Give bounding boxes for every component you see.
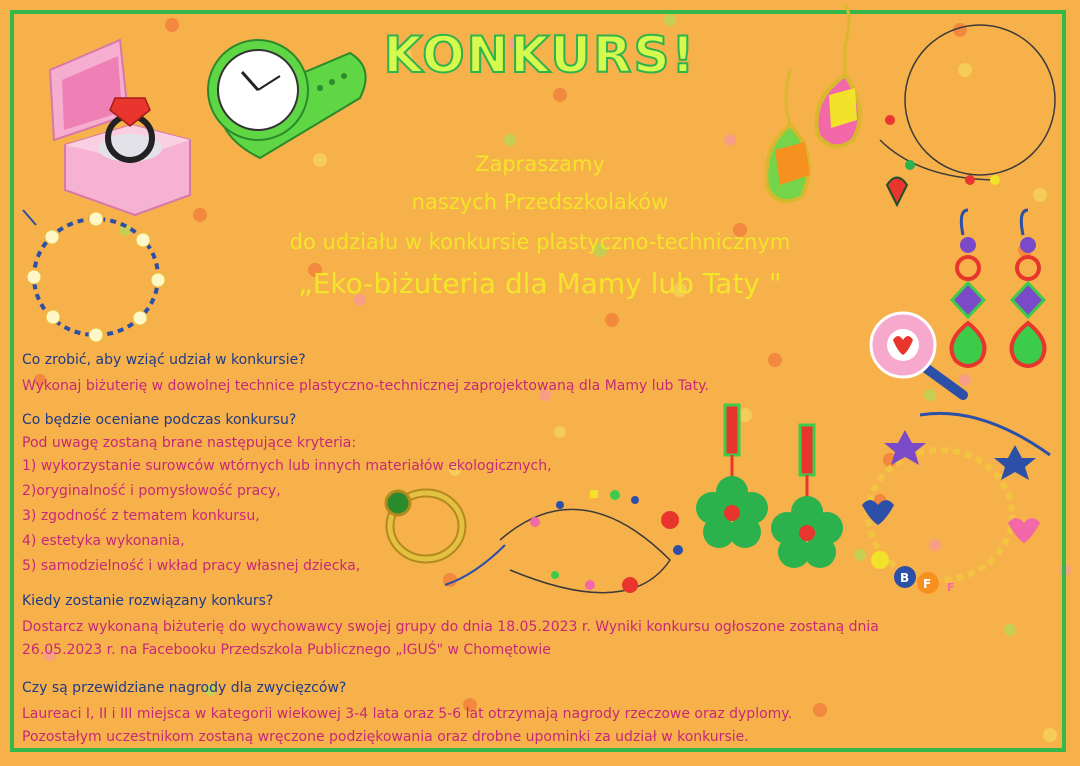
flower-earrings-icon (690, 400, 850, 575)
criteria-item: 4) estetyka wykonania, (22, 533, 185, 549)
invite-line-2: naszych Przedszkolaków (411, 190, 669, 214)
criteria-item: 3) zgodność z tematem konkursu, (22, 508, 260, 524)
answer-when-resolved-line-2: 26.05.2023 r. na Facebooku Przedszkola Publicznego „IGUŚ" w Chomętowie (22, 642, 551, 658)
bracelet-icon (18, 205, 173, 345)
criteria-intro: Pod uwagę zostaną brane następujące kryteria: (22, 435, 357, 451)
question-criteria: Co będzie oceniane podczas konkursu? (22, 412, 297, 428)
invite-contest-name: „Eko-biżuteria dla Mamy lub Taty " (298, 267, 782, 300)
answer-prizes-line-1: Laureaci I, II i III miejsca w kategorii wiekowej 3-4 lata oraz 5-6 lat otrzymają nagrody rzeczowe oraz dyplomy. (22, 706, 793, 722)
bracelet-letter-f1: F (923, 577, 932, 591)
criteria-item: 1) wykorzystanie surowców wtórnych lub innych materiałów ekologicznych, (22, 458, 552, 474)
page-title: KONKURS! (383, 26, 697, 84)
question-prizes: Czy są przewidziane nagrody dla zwycięzców? (22, 680, 347, 696)
answer-when-resolved-line-1: Dostarcz wykonaną biżuterię do wychowawcy swojej grupy do dnia 18.05.2023 r. Wyniki konkursu ogłoszone zostaną dnia (22, 619, 879, 635)
beaded-necklace-icon (440, 480, 690, 600)
bracelet-letter-f2: F (947, 581, 955, 594)
criteria-item: 2)oryginalność i pomysłowość pracy, (22, 483, 281, 499)
question-how-to-enter: Co zrobić, aby wziąć udział w konkursie? (22, 352, 306, 368)
invite-line-3: do udziału w konkursie plastyczno-technicznym (289, 230, 791, 254)
question-when-resolved: Kiedy zostanie rozwiązany konkurs? (22, 593, 274, 609)
answer-prizes-line-2: Pozostałym uczestnikom zostaną wręczone podziękowania oraz drobne upominki za udział w konkursie. (22, 729, 749, 745)
invite-line-1: Zapraszamy (475, 152, 605, 176)
criteria-item: 5) samodzielność i wkład pracy własnej dziecka, (22, 558, 361, 574)
earrings-icon (765, 0, 1070, 215)
bracelet-letter-b: B (900, 571, 910, 585)
bff-bracelet-icon (850, 405, 1055, 600)
answer-how-to-enter: Wykonaj biżuterię w dowolnej technice plastyczno-technicznej zaprojektowaną dla Mamy lub Taty. (22, 378, 709, 394)
hairclip-icon (868, 205, 1058, 405)
